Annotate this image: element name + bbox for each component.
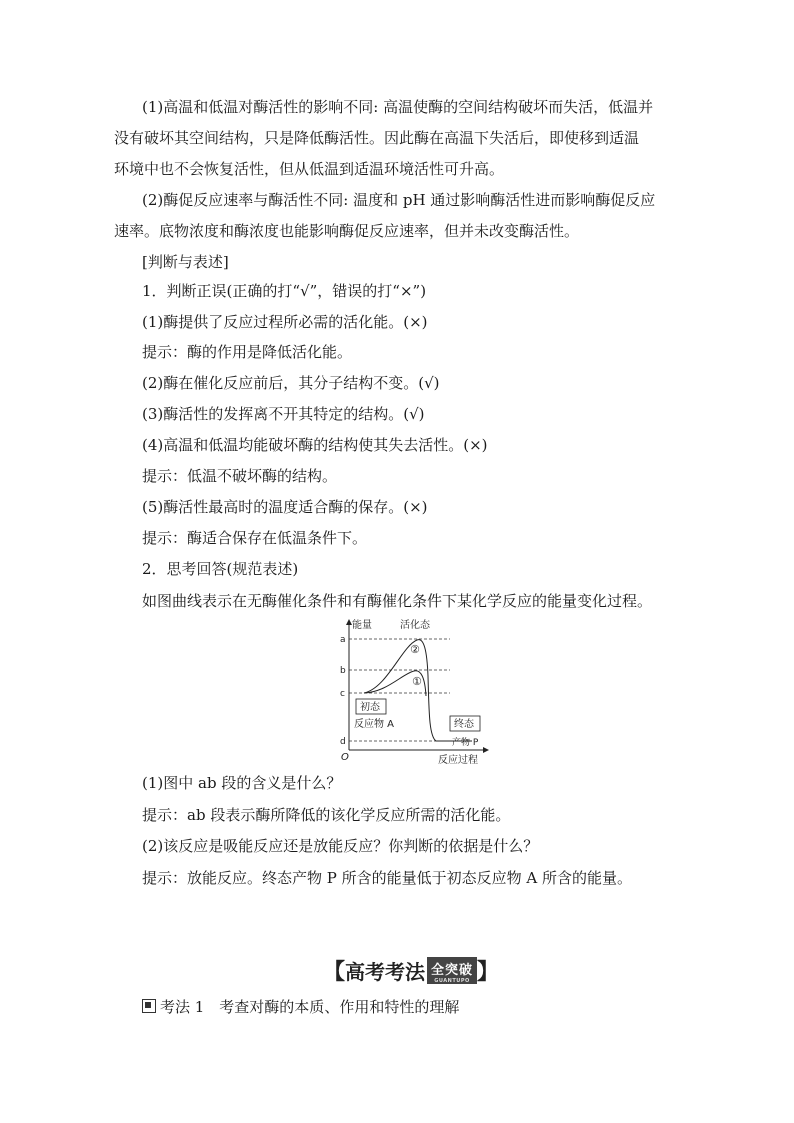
final-state-label: 终态 — [454, 719, 474, 730]
origin-label: O — [341, 752, 349, 763]
think-question: (1)图中 ab 段的含义是什么？ — [142, 774, 342, 792]
section-heading-text: 考法 1 考查对酶的本质、作用和特性的理解 — [160, 998, 460, 1016]
judge-heading: 1．判断正误(正确的打“√”，错误的打“×”) — [142, 282, 427, 300]
think-question: (2)该反应是吸能反应还是放能反应？你判断的依据是什么？ — [142, 837, 539, 855]
level-b-label: b — [340, 666, 346, 676]
energy-diagram — [332, 616, 492, 768]
y-axis-label: 能量 — [352, 620, 372, 631]
reactant-label: 反应物 A — [354, 719, 395, 730]
banner-tag — [427, 957, 477, 984]
p1-line-3: 环境中也不会恢复活性，但从低温到适温环境活性可升高。 — [114, 160, 505, 178]
think-heading: 2．思考回答(规范表述) — [142, 560, 299, 578]
think-intro: 如图曲线表示在无酶催化条件和有酶催化条件下某化学反应的能量变化过程。 — [142, 592, 653, 610]
initial-state-label: 初态 — [360, 702, 380, 713]
p1-line-2: 没有破坏其空间结构，只是降低酶活性。因此酶在高温下失活后，即使移到适温 — [114, 129, 640, 147]
banner-title: 高考考法 — [345, 959, 426, 984]
think-hint: 提示：放能反应。终态产物 P 所含的能量低于初态反应物 A 所含的能量。 — [142, 869, 633, 887]
p2-line-2: 速率。底物浓度和酶浓度也能影响酶促反应速率，但并未改变酶活性。 — [114, 222, 580, 240]
exam-method-banner — [323, 954, 499, 986]
banner-left-bracket: 【 — [323, 959, 346, 985]
judge-item: (5)酶活性最高时的温度适合酶的保存。(×) — [142, 498, 428, 516]
level-d-label: d — [340, 737, 346, 747]
think-hint: 提示：ab 段表示酶所降低的该化学反应所需的活化能。 — [142, 806, 511, 824]
section-heading — [142, 996, 459, 1018]
banner-tag-text: 全突破 — [431, 962, 474, 978]
curve-2-label: ② — [410, 643, 420, 656]
x-axis-label: 反应过程 — [438, 755, 478, 766]
judge-item: (4)高温和低温均能破坏酶的结构使其失去活性。(×) — [142, 436, 488, 454]
judge-item: (2)酶在催化反应前后，其分子结构不变。(√) — [142, 374, 440, 392]
curve-1-label: ① — [412, 675, 422, 688]
section-judge-label: [判断与表述] — [142, 253, 229, 271]
section-marker-icon — [142, 999, 156, 1013]
peak-label: 活化态 — [400, 620, 430, 631]
judge-hint: 提示：酶的作用是降低活化能。 — [142, 343, 353, 361]
p1-line-1: (1)高温和低温对酶活性的影响不同: 高温使酶的空间结构破坏而失活，低温并 — [142, 98, 654, 116]
level-a-label: a — [340, 635, 346, 645]
banner-right-bracket: 】 — [477, 959, 500, 985]
p2-line-1: (2)酶促反应速率与酶活性不同: 温度和 pH 通过影响酶活性进而影响酶促反应 — [142, 191, 656, 209]
judge-hint: 提示：酶适合保存在低温条件下。 — [142, 529, 368, 547]
product-label: 产物 P — [452, 738, 479, 748]
level-c-label: c — [340, 689, 345, 699]
judge-hint: 提示：低温不破坏酶的结构。 — [142, 467, 338, 485]
judge-item: (1)酶提供了反应过程所必需的活化能。(×) — [142, 313, 428, 331]
banner-tag-sub: GUANTUPO — [434, 977, 470, 984]
judge-item: (3)酶活性的发挥离不开其特定的结构。(√) — [142, 405, 425, 423]
